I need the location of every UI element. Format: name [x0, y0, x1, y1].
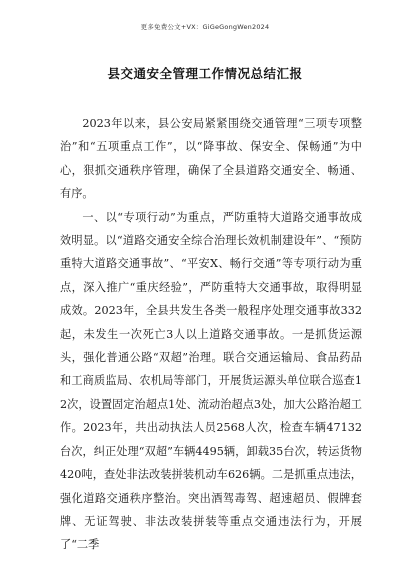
- document-title: 县交通安全管理工作情况总结汇报: [107, 66, 303, 81]
- paragraph-section-1: 一、以“专项行动”为重点，严防重特大道路交通事故成效明显。以“道路交通安全综合治理长效机制建设年”、“预防重特大道路交通事故”、“平安X、畅行交通”等专项行动为重点，深入推广“重庆经验”，严防重特大交通事故，取得明显成效。2023年，全县共发生各类一般程序处理交通事故332起，未发生一次死亡3人以上道路交通事故。一是抓货运源头，强化普通公路“双超”治理。联合交通运输局、食品药品和工商质监局、农机局等部门，开展货运源头单位联合巡查12次，设置固定治超点1处、流动治超点3处，加大公路治超工作。2023年，共出动执法人员2568人次，检查车辆47132台次，纠正处理“双超”车辆4495辆，卸载35台次，转运货物420吨，查处非法改装拼装机动车626辆。二是抓重点违法，强化道路交通秩序整治。突出酒驾毒驾、超速超员、假牌套牌、无证驾驶、非法改装拼装等重点交通违法行为，开展了“二季: [60, 210, 362, 552]
- document-body: [60, 112, 362, 557]
- header-note: 更多免费公文+VX：GiGeGongWen2024: [140, 23, 270, 31]
- paragraph-intro: 2023年以来，县公安局紧紧围绕交通管理“三项专项整治”和“五项重点工作”，以“降事故、保安全、保畅通”为中心，狠抓交通秩序管理，确保了全县道路交通安全、畅通、有序。: [60, 117, 362, 201]
